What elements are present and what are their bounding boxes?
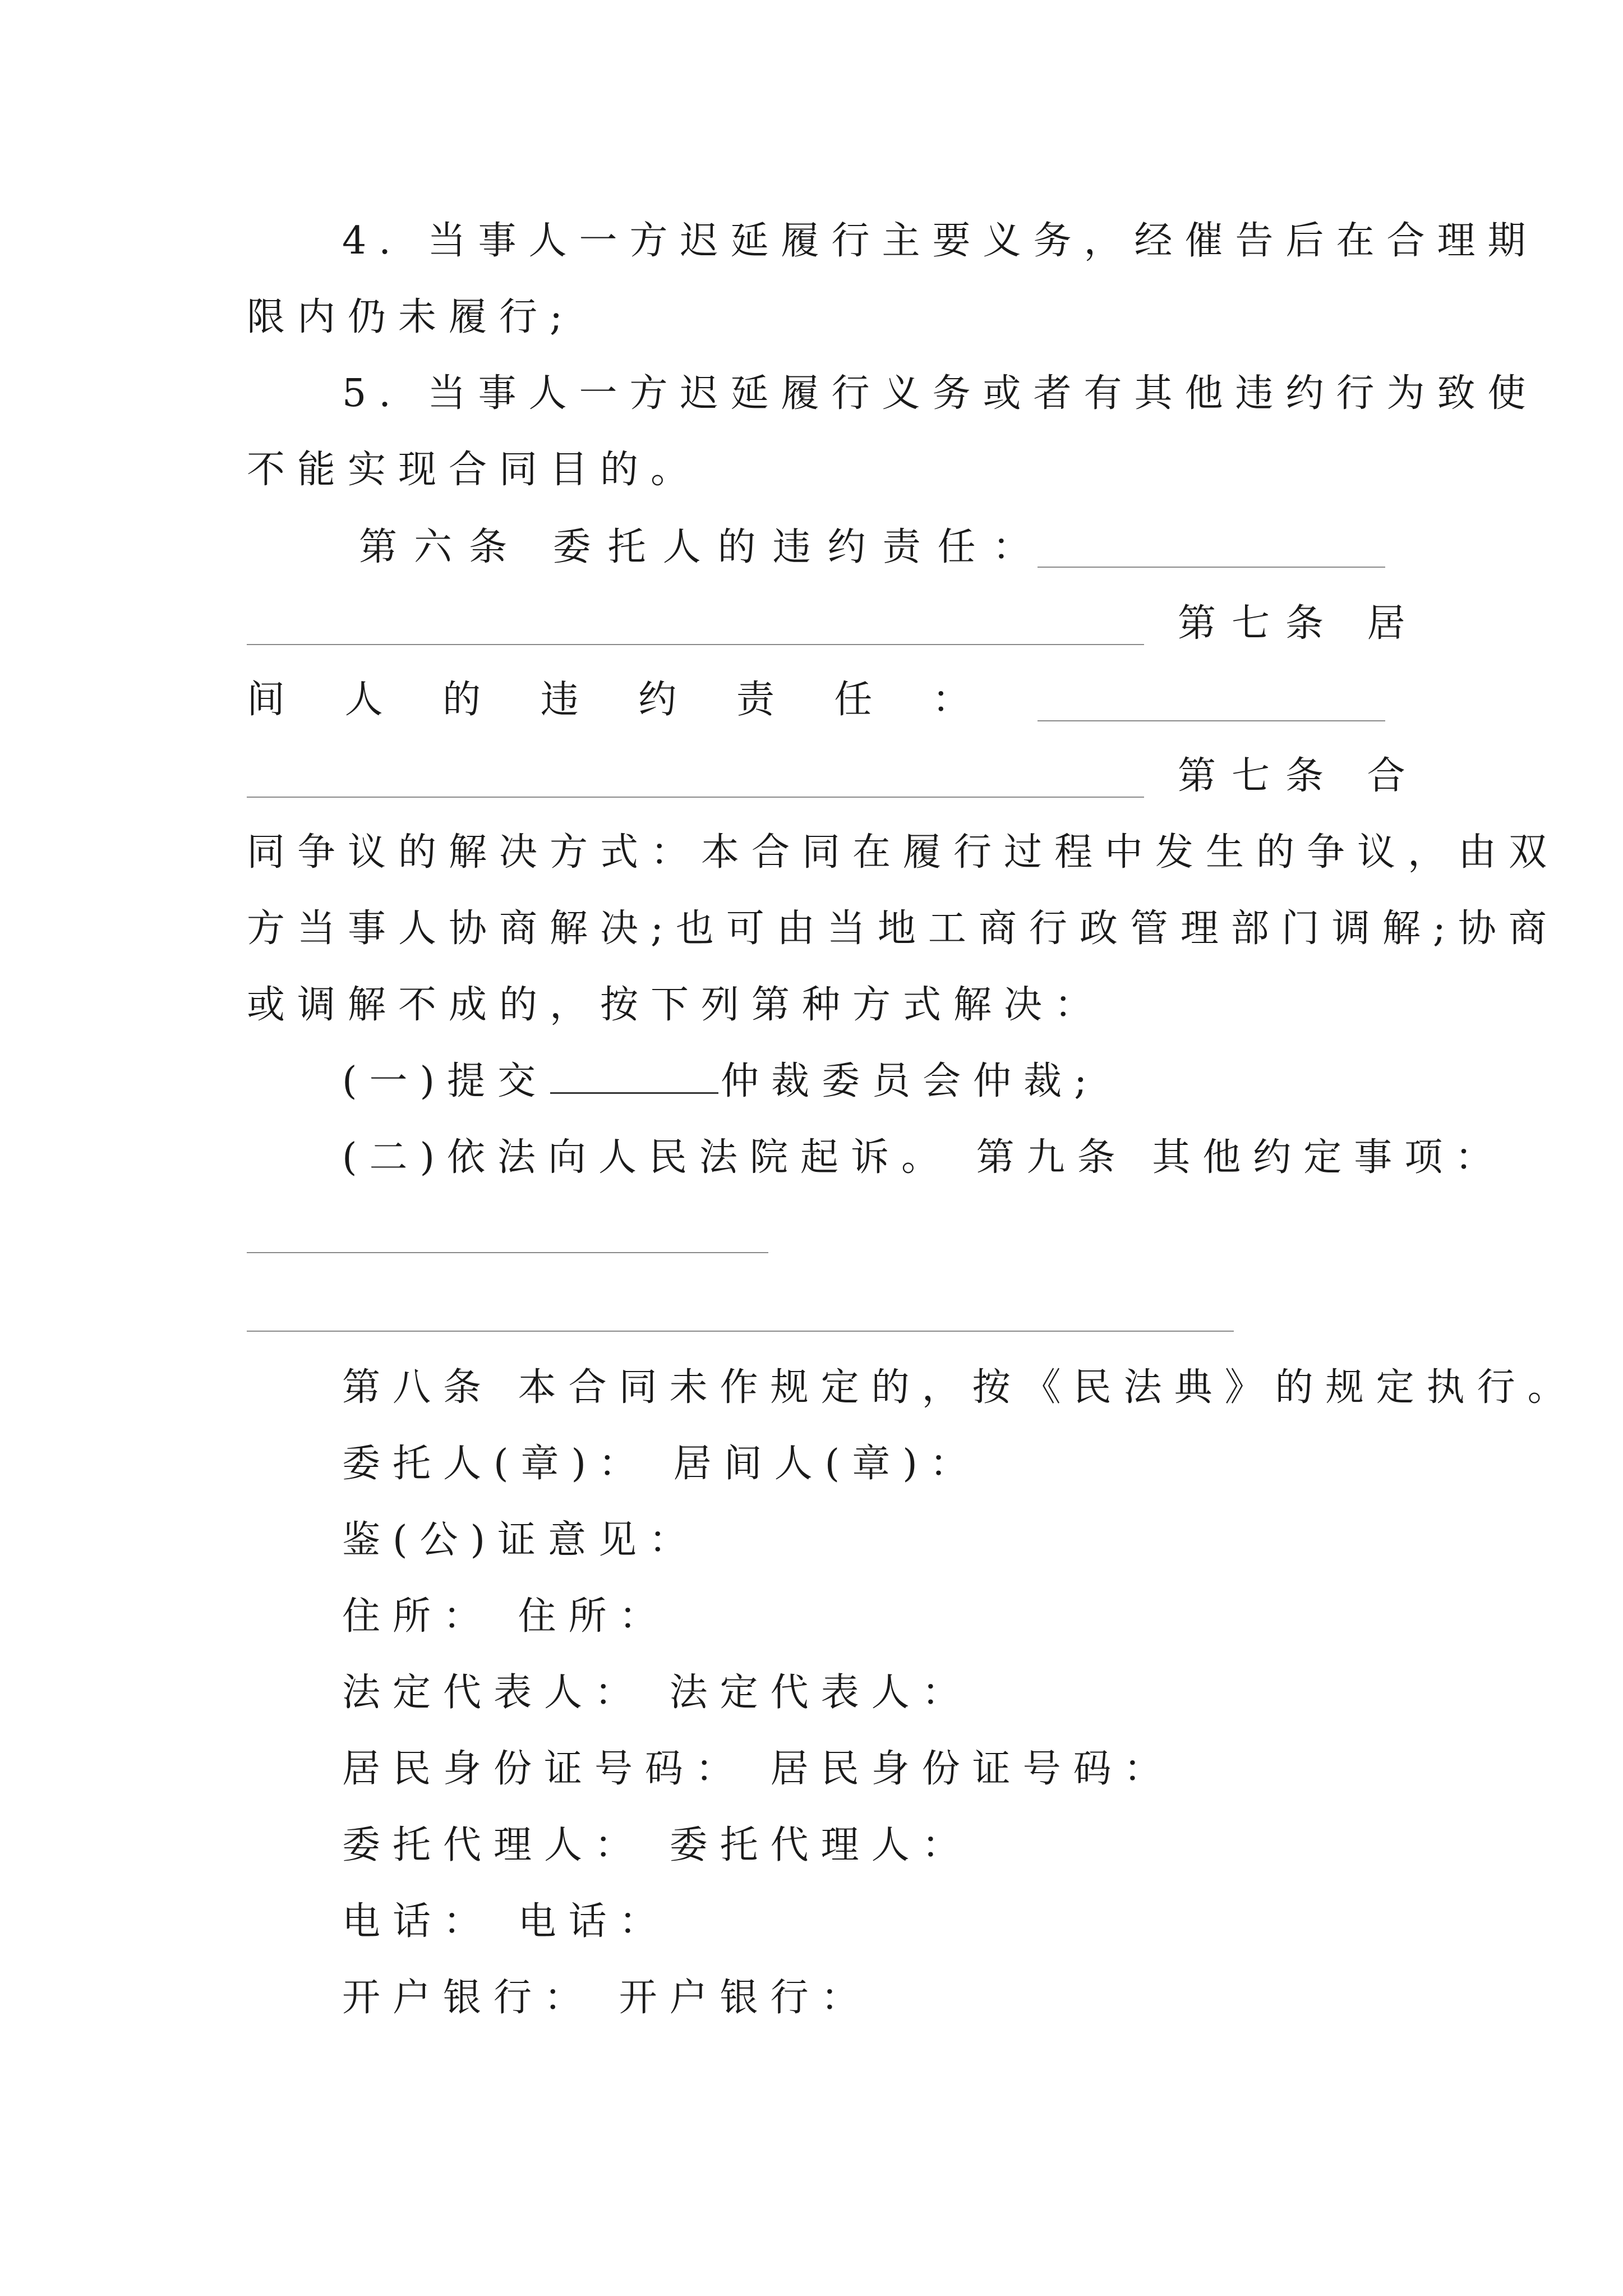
notary-opinion: 鉴(公)证意见：	[342, 1518, 700, 1562]
option1	[342, 1059, 1099, 1103]
item4-line1: 4. 当事人一方迟延履行主要义务，经催告后在合理期	[342, 219, 1538, 263]
article7a-fill-line-2	[247, 797, 1144, 798]
spread-char: ：	[932, 678, 970, 722]
spread-char: 间	[247, 678, 285, 722]
address-row: 住所： 住所：	[342, 1594, 670, 1639]
dispute-line3: 或调解不成的，按下列第种方式解决：	[247, 983, 1105, 1027]
bank-row: 开户银行： 开户银行：	[342, 1976, 872, 2020]
item5-line1: 5. 当事人一方迟延履行义务或者有其他违约行为致使	[342, 371, 1538, 416]
dispute-line1: 同争议的解决方式：本合同在履行过程中发生的争议，由双	[247, 830, 1560, 875]
spread-char: 的	[442, 678, 481, 722]
phone-row: 电话： 电话：	[342, 1899, 670, 1944]
dispute-line2: 方当事人协商解决;也可由当地工商行政管理部门调解;协商	[247, 907, 1559, 951]
option1-suffix: 仲裁委员会仲裁;	[721, 1059, 1099, 1103]
article6-fill-line	[1038, 567, 1385, 568]
article7b-heading-start: 第七条 合	[1178, 754, 1421, 798]
signature-parties: 委托人(章)： 居间人(章)：	[342, 1442, 980, 1486]
item5-line2: 不能实现合同目的。	[247, 448, 702, 492]
other-matters-line-2	[247, 1331, 1234, 1332]
spread-char: 约	[638, 678, 677, 722]
item4-line2: 限内仍未履行;	[247, 295, 575, 339]
spread-char: 人	[344, 678, 383, 722]
article7a-fill-line	[1038, 720, 1385, 721]
spread-char: 责	[736, 678, 774, 722]
option1-prefix: (一)提交	[342, 1059, 548, 1103]
id-number-row: 居民身份证号码： 居民身份证号码：	[342, 1747, 1174, 1791]
spread-char: 任	[834, 678, 873, 722]
agent-row: 委托代理人： 委托代理人：	[342, 1823, 972, 1867]
article7a-heading-start: 第七条 居	[1178, 601, 1421, 646]
option2: (二)依法向人民法院起诉。 第九条 其他约定事项：	[342, 1135, 1506, 1180]
article8: 第八条 本合同未作规定的，按《民法典》的规定执行。	[342, 1365, 1578, 1410]
article7a-heading-spread	[247, 678, 970, 722]
article6-fill-line-2	[247, 644, 1144, 645]
other-matters-line-1	[247, 1252, 768, 1253]
article6-heading: 第六条 委托人的违约责任：	[359, 525, 1048, 569]
legal-representative-row: 法定代表人： 法定代表人：	[342, 1671, 972, 1715]
spread-char: 违	[540, 678, 579, 722]
arbitration-commission-blank	[550, 1063, 718, 1094]
